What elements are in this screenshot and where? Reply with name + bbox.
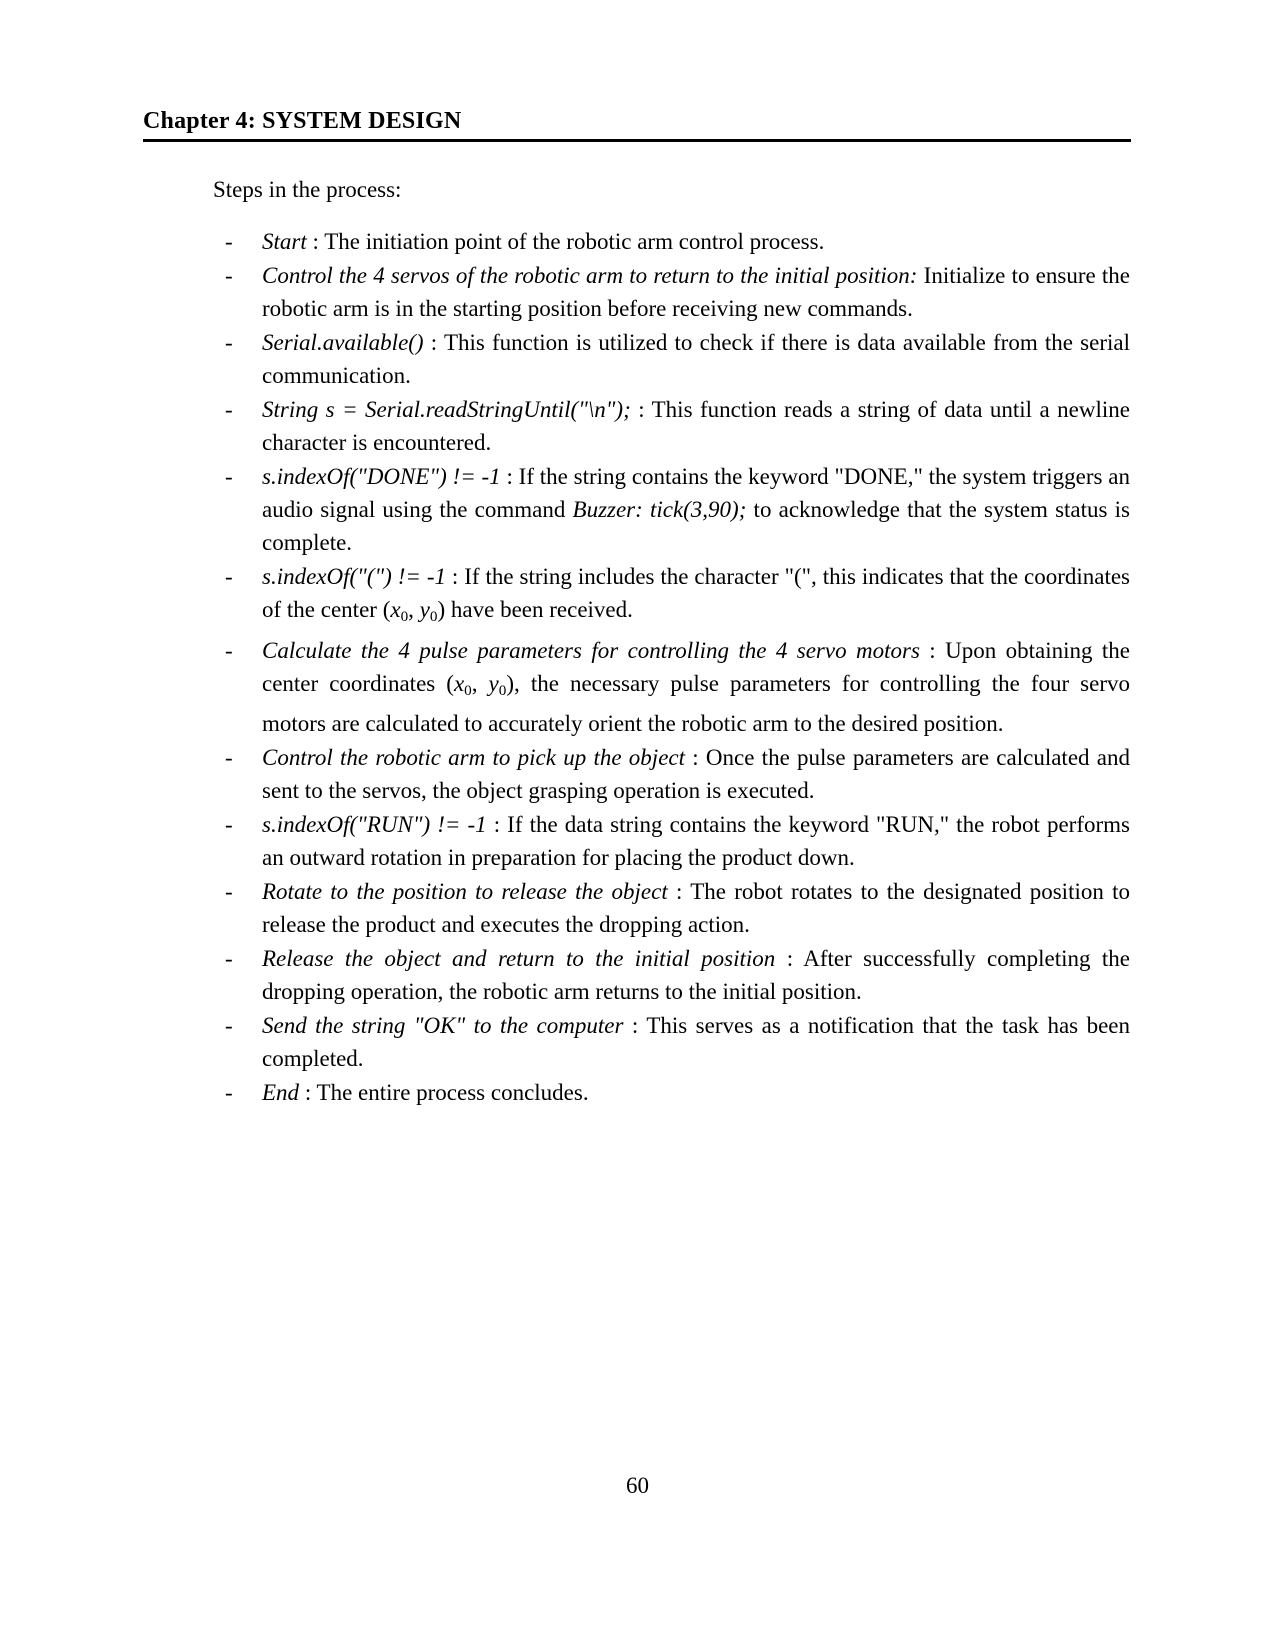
bullet-dash: - xyxy=(225,1012,233,1038)
list-item xyxy=(225,225,1130,258)
step-text: Control the robotic arm to pick up the object : Once the pulse parameters are calculated and sent to the servos, the object grasping operation is executed. xyxy=(262,744,1130,803)
step-text: End : The entire process concludes. xyxy=(262,1079,589,1105)
bullet-dash: - xyxy=(225,263,233,288)
step-text: Control the 4 servos of the robotic arm to return to the initial position: Initialize to ensure the robotic arm is in the starting position before receiving new commands. xyxy=(262,263,1130,321)
list-item xyxy=(225,875,1130,941)
bullet-dash: - xyxy=(225,945,233,971)
step-text: Release the object and return to the initial position : After successfully completing the dropping operation, the robotic arm returns to the initial position. xyxy=(262,945,1130,1004)
list-item xyxy=(225,741,1130,807)
step-text: Calculate the 4 pulse parameters for controlling the 4 servo motors : Upon obtaining the center coordinates (x0, y0), the necessary pulse parameters for controlling the four servo motors are calculated to accurately orient the robotic arm to the desired position. xyxy=(262,637,1130,736)
step-text: s.indexOf("(") != -1 : If the string includes the character "(", this indicates that the coordinates of the center (x0, y0) have been received. xyxy=(262,564,1131,625)
list-item xyxy=(225,326,1130,392)
header-rule xyxy=(143,139,1131,142)
list-item xyxy=(225,259,1130,325)
list-item xyxy=(225,942,1130,1008)
chapter-title: Chapter 4: SYSTEM DESIGN xyxy=(143,108,462,134)
bullet-dash: - xyxy=(225,811,233,837)
step-text: String s = Serial.readStringUntil("\n"); : This function reads a string of data until a newline character is encountered. xyxy=(262,397,1130,455)
list-item xyxy=(225,808,1130,874)
bullet-dash: - xyxy=(225,464,233,489)
list-item xyxy=(225,460,1130,559)
bullet-dash: - xyxy=(225,744,233,770)
step-text: s.indexOf("RUN") != -1 : If the data string contains the keyword "RUN," the robot performs an outward rotation in preparation for placing the product down. xyxy=(262,811,1131,870)
intro-text: Steps in the process: xyxy=(213,177,402,202)
list-item xyxy=(225,1009,1130,1075)
list-item xyxy=(225,393,1130,459)
step-text: Serial.available() : This function is utilized to check if there is data available from the serial communication. xyxy=(262,330,1130,388)
list-item xyxy=(225,1076,1130,1109)
bullet-dash: - xyxy=(225,330,233,355)
bullet-dash: - xyxy=(225,637,233,663)
list-item xyxy=(225,634,1130,740)
list-item xyxy=(225,560,1130,633)
bullet-dash: - xyxy=(225,564,233,589)
page-number: 60 xyxy=(626,1473,649,1498)
step-text: s.indexOf("DONE") != -1 : If the string contains the keyword "DONE," the system triggers an audio signal using the command Buzzer: tick(3,90); to acknowledge that the system status is complete. xyxy=(262,464,1130,555)
bullet-dash: - xyxy=(225,397,233,422)
steps-list xyxy=(225,225,1130,1110)
step-text: Rotate to the position to release the object : The robot rotates to the designated position to release the product and executes the dropping action. xyxy=(262,878,1130,937)
step-text: Send the string "OK" to the computer : This serves as a notification that the task has been completed. xyxy=(262,1012,1130,1071)
bullet-dash: - xyxy=(225,229,233,254)
step-text: Start : The initiation point of the robotic arm control process. xyxy=(262,229,825,254)
bullet-dash: - xyxy=(225,878,233,904)
bullet-dash: - xyxy=(225,1079,233,1105)
